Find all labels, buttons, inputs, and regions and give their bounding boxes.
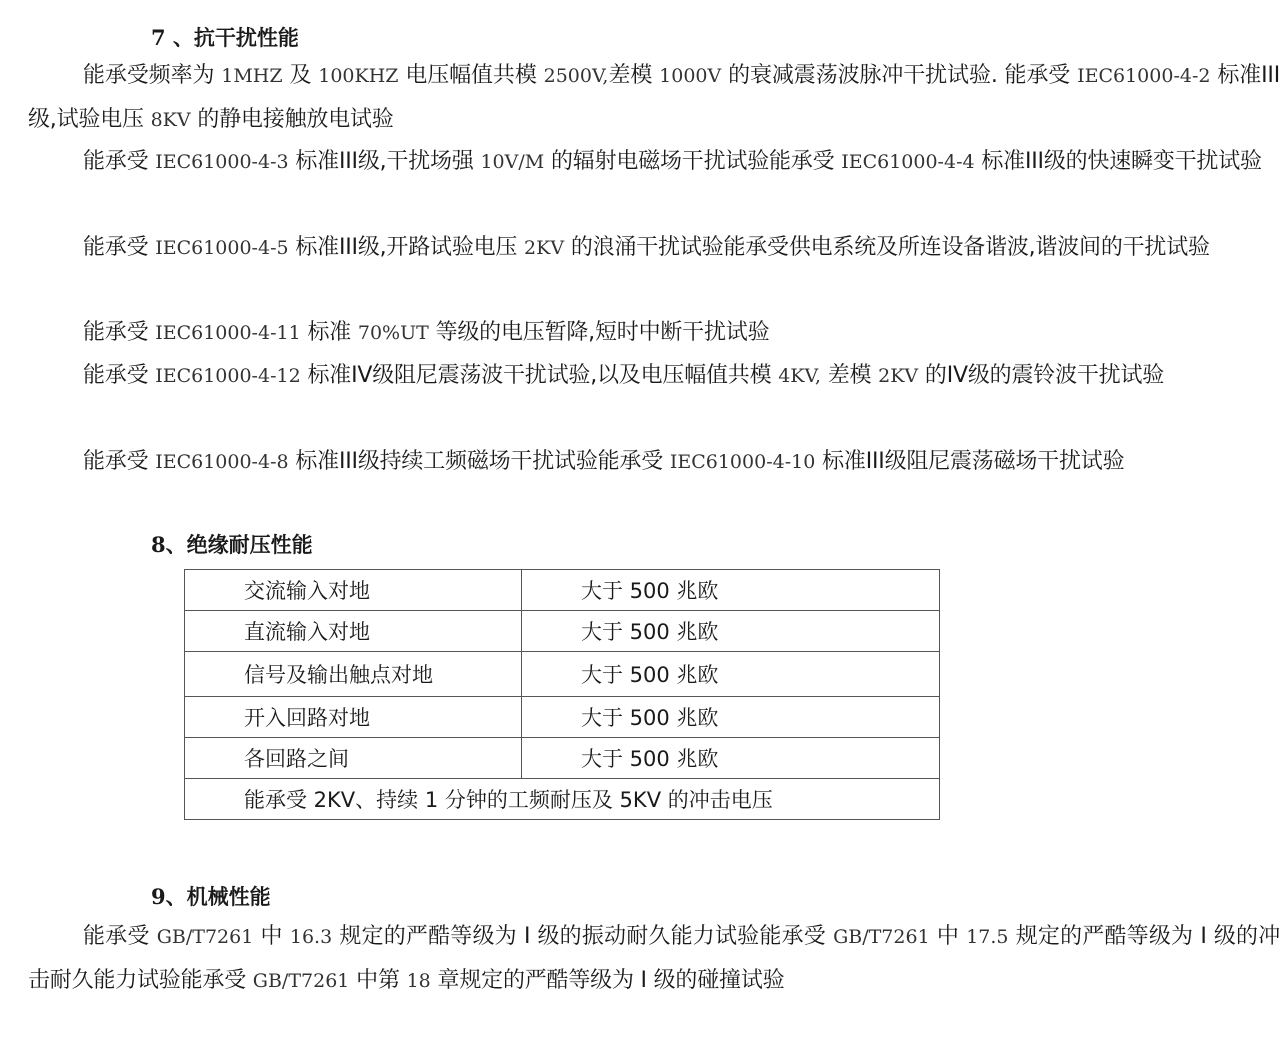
table-row bbox=[185, 611, 940, 652]
paragraph-code-run: 18 bbox=[406, 970, 431, 992]
paragraph-text-run: 中 bbox=[253, 924, 290, 949]
paragraph-text-run: 的衰减震荡波脉冲干扰试验. 能承受 bbox=[721, 63, 1078, 88]
table-cell-value: 大于 500 兆欧 bbox=[522, 611, 940, 652]
table-cell-item: 信号及输出触点对地 bbox=[185, 652, 522, 697]
paragraph-text-run: 能承受 bbox=[83, 235, 156, 260]
paragraph-text-run: 差模 bbox=[820, 363, 879, 388]
paragraph-code-run: 1MHZ bbox=[221, 65, 283, 87]
table-row bbox=[185, 652, 940, 697]
paragraph-text-run: 能承受 bbox=[83, 449, 156, 474]
paragraph-text-run: 的浪涌干扰试验能承受供电系统及所连设备谐波,谐波间的干扰试验 bbox=[564, 235, 1210, 260]
paragraph-code-run: IEC61000-4-11 bbox=[155, 322, 301, 344]
paragraph-text-run: 电压幅值共模 bbox=[398, 63, 544, 88]
paragraph-code-run: 16.3 bbox=[289, 926, 333, 948]
table-cell-value: 大于 500 兆欧 bbox=[522, 652, 940, 697]
paragraph-text-run: 规定的严酷等级为 I 级的冲击耐久能力试验能承受 bbox=[28, 924, 1281, 993]
paragraph-code-run: GB/T7261 bbox=[156, 926, 254, 948]
paragraph-text-run: 能承受频率为 bbox=[83, 63, 222, 88]
table-cell-value: 大于 500 兆欧 bbox=[522, 570, 940, 611]
section-7-paragraph-1 bbox=[28, 54, 1280, 142]
table-row bbox=[185, 570, 940, 611]
paragraph-code-run: IEC61000-4-2 bbox=[1077, 65, 1211, 87]
table-cell-item: 开入回路对地 bbox=[185, 697, 522, 738]
paragraph-text-run: 的IV级的震铃波干扰试验 bbox=[918, 363, 1165, 388]
paragraph-text-run: 的辐射电磁场干扰试验能承受 bbox=[544, 149, 842, 174]
paragraph-code-run: IEC61000-4-8 bbox=[155, 451, 289, 473]
paragraph-text-run: 中 bbox=[929, 924, 967, 949]
paragraph-code-run: IEC61000-4-4 bbox=[841, 151, 975, 173]
paragraph-text-run: 标准III级,试验电压 bbox=[28, 63, 1281, 132]
paragraph-code-run: IEC61000-4-5 bbox=[155, 237, 289, 259]
insulation-table bbox=[184, 569, 940, 820]
paragraph-text-run: 及 bbox=[282, 63, 319, 88]
paragraph-text-run: 能承受 bbox=[83, 363, 156, 388]
paragraph-text-run: 章规定的严酷等级为 I 级的碰撞试验 bbox=[430, 968, 785, 993]
paragraph-code-run: 2500V, bbox=[543, 65, 609, 87]
paragraph-code-run: 1000V bbox=[659, 65, 722, 87]
paragraph-code-run: GB/T7261 bbox=[833, 926, 930, 948]
section-7-paragraph-3 bbox=[28, 226, 1280, 270]
table-cell-value: 大于 500 兆欧 bbox=[522, 697, 940, 738]
section-7-paragraph-4 bbox=[28, 311, 1280, 355]
paragraph-code-run: GB/T7261 bbox=[252, 970, 350, 992]
paragraph-code-run: 70%UT bbox=[357, 322, 429, 344]
paragraph-code-run: 2KV bbox=[524, 237, 565, 259]
table-cell-item: 交流输入对地 bbox=[185, 570, 522, 611]
paragraph-text-run: 中第 bbox=[349, 968, 407, 993]
paragraph-text-run: 的静电接触放电试验 bbox=[190, 107, 394, 132]
paragraph-code-run: 4KV, bbox=[778, 365, 821, 387]
table-row bbox=[185, 738, 940, 779]
paragraph-code-run: 8KV bbox=[150, 109, 191, 131]
paragraph-text-run: 标准III级持续工频磁场干扰试验能承受 bbox=[288, 449, 670, 474]
paragraph-text-run: 能承受 bbox=[83, 149, 156, 174]
table-footer-cell: 能承受 2KV、持续 1 分钟的工频耐压及 5KV 的冲击电压 bbox=[185, 779, 940, 820]
section-7-heading: 7 、抗干扰性能 bbox=[151, 25, 299, 50]
paragraph-text-run: 等级的电压暂降,短时中断干扰试验 bbox=[428, 320, 770, 345]
table-cell-item: 直流输入对地 bbox=[185, 611, 522, 652]
paragraph-text-run: 标准IV级阻尼震荡波干扰试验,以及电压幅值共模 bbox=[300, 363, 779, 388]
table-footer-row bbox=[185, 779, 940, 820]
paragraph-code-run: 17.5 bbox=[966, 926, 1009, 948]
paragraph-code-run: 100KHZ bbox=[318, 65, 399, 87]
section-9-heading: 9、机械性能 bbox=[151, 884, 271, 909]
paragraph-text-run: 规定的严酷等级为 I 级的振动耐久能力试验能承受 bbox=[332, 924, 834, 949]
paragraph-code-run: IEC61000-4-10 bbox=[669, 451, 816, 473]
paragraph-text-run: 标准III级,干扰场强 bbox=[288, 149, 481, 174]
paragraph-text-run: 标准III级阻尼震荡磁场干扰试验 bbox=[815, 449, 1125, 474]
paragraph-code-run: IEC61000-4-12 bbox=[155, 365, 301, 387]
paragraph-code-run: 10V/M bbox=[480, 151, 545, 173]
paragraph-code-run: 2KV bbox=[878, 365, 919, 387]
paragraph-text-run: 能承受 bbox=[83, 924, 157, 949]
section-7-paragraph-5 bbox=[28, 354, 1280, 398]
paragraph-text-run: 能承受 bbox=[83, 320, 156, 345]
paragraph-code-run: IEC61000-4-3 bbox=[155, 151, 289, 173]
paragraph-text-run: 标准III级,开路试验电压 bbox=[288, 235, 525, 260]
section-9-paragraph-1 bbox=[28, 915, 1280, 1003]
table-cell-item: 各回路之间 bbox=[185, 738, 522, 779]
table-row bbox=[185, 697, 940, 738]
section-7-paragraph-2 bbox=[28, 140, 1280, 184]
paragraph-text-run: 标准 bbox=[300, 320, 358, 345]
paragraph-text-run: 标准III级的快速瞬变干扰试验 bbox=[974, 149, 1262, 174]
section-8-heading: 8、绝缘耐压性能 bbox=[151, 532, 313, 557]
section-7-paragraph-6 bbox=[28, 440, 1280, 484]
table-cell-value: 大于 500 兆欧 bbox=[522, 738, 940, 779]
paragraph-text-run: 差模 bbox=[608, 63, 660, 88]
